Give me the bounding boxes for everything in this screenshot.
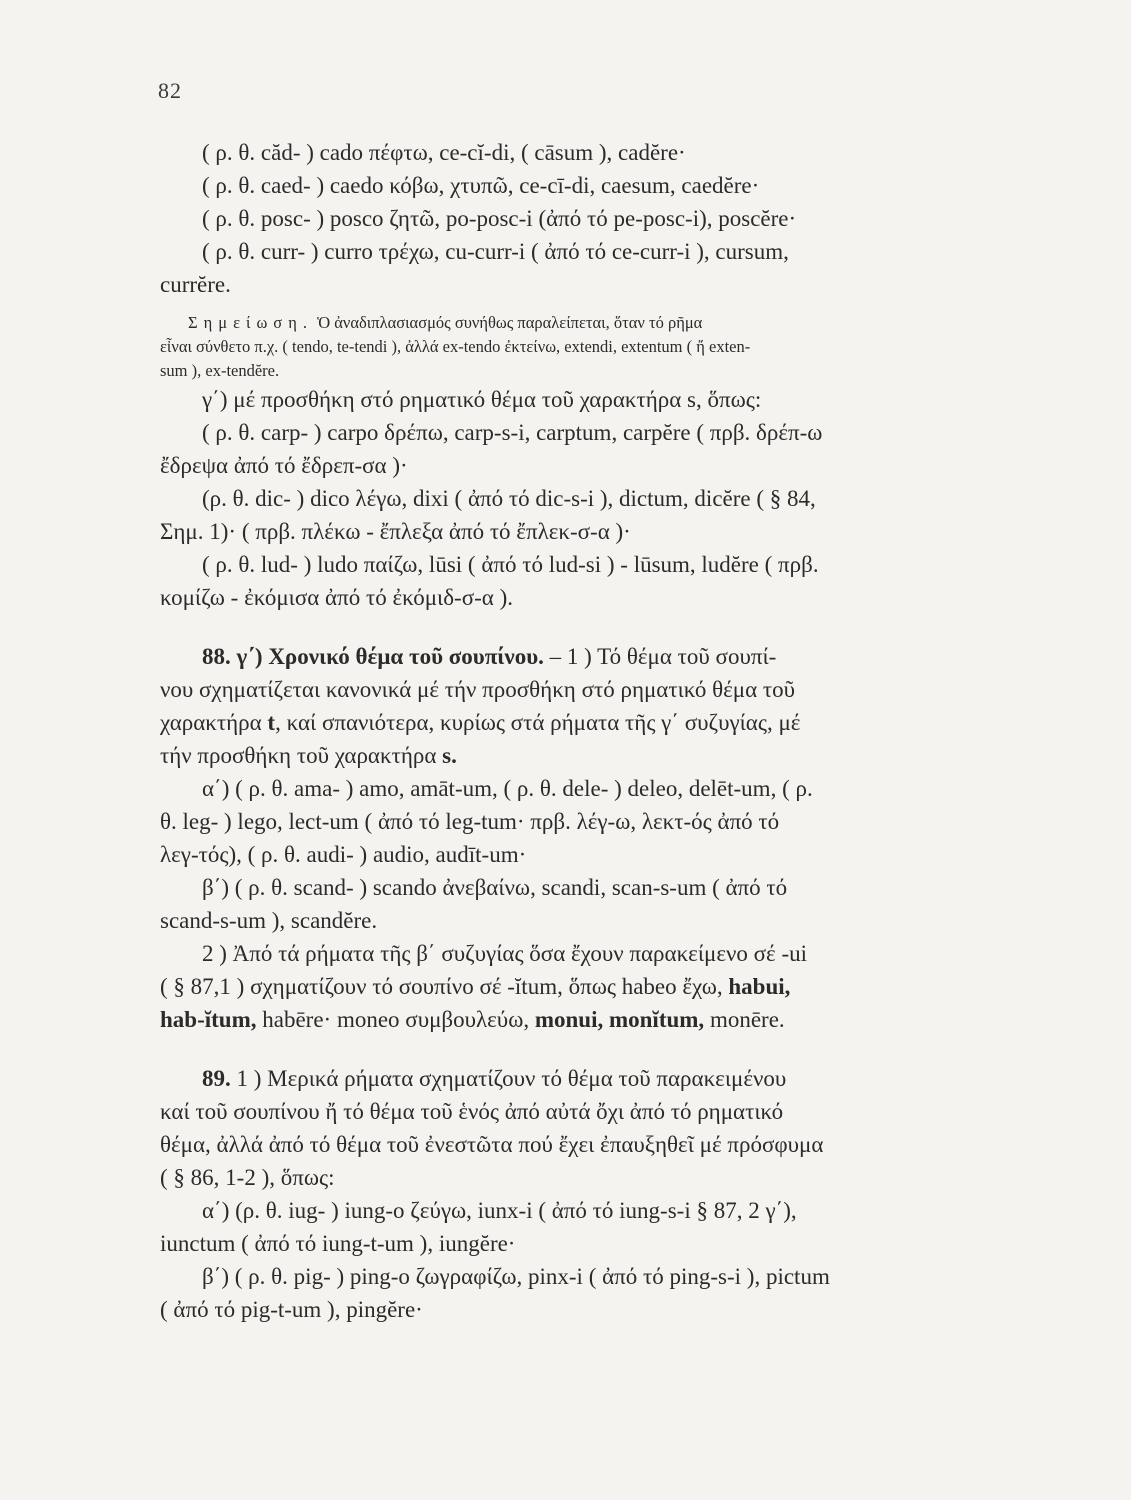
section-number: 88.	[202, 644, 231, 669]
section-89-heading	[160, 1062, 1055, 1095]
section-88-heading	[160, 640, 1055, 673]
note-line: sum ), ex-tendĕre.	[160, 361, 280, 380]
text-span: , καί σπανιότερα, κυρίως στά ρήματα τῆς γ΄ συζυγίας, μέ	[275, 710, 801, 735]
text-line	[160, 970, 1055, 1003]
bold-term: hab-ĭtum,	[160, 1007, 257, 1032]
text-line: θέμα, ἀλλά ἀπό τό θέμα τοῦ ἐνεστῶτα πού ἔχει ἐπαυξηθεῖ μέ πρόσφυμα	[160, 1132, 824, 1157]
note-label: Σημείωση.	[188, 313, 313, 332]
text-line: ( ρ. θ. caed- ) caedo κόβω, χτυπῶ, ce-cī-di, caesum, caedĕre·	[202, 173, 760, 198]
text-line: κομίζω - ἐκόμισα ἀπό τό ἐκόμιδ-σ-α ).	[160, 585, 513, 610]
text-line	[160, 739, 1055, 772]
text-span: ( § 87,1 ) σχηματίζουν τό σουπίνο σέ -ĭtum, ὅπως habeo ἔχω,	[160, 974, 729, 999]
text-span: monēre.	[704, 1007, 785, 1032]
text-line: α΄) ( ρ. θ. ama- ) amo, amāt-um, ( ρ. θ. dele- ) deleo, delēt-um, ( ρ.	[202, 776, 813, 801]
text-line	[160, 1003, 1055, 1036]
text-line: Σημ. 1)· ( πρβ. πλέκω - ἔπλεξα ἀπό τό ἔπλεκ-σ-α )·	[160, 519, 631, 544]
text-line: α΄) (ρ. θ. iug- ) iung-o ζεύγω, iunx-i ( ἀπό τό iung-s-i § 87, 2 γ΄),	[202, 1198, 797, 1223]
section-text: 1 ) Μερικά ρήματα σχηματίζουν τό θέμα τοῦ παρακειμένου	[230, 1066, 787, 1091]
text-line: λεγ-τός), ( ρ. θ. audi- ) audio, audīt-um·	[160, 842, 527, 867]
text-span: habēre· moneo συμβουλεύω,	[256, 1007, 535, 1032]
note-text: Ὁ ἀναδιπλασιασμός συνήθως παραλείπεται, ὅταν τό ρῆμα	[317, 313, 703, 332]
bold-term: habui,	[728, 974, 791, 999]
text-span: τήν προσθήκη τοῦ χαρακτήρα	[160, 743, 443, 768]
text-span: χαρακτήρα	[160, 710, 268, 735]
text-line: β΄) ( ρ. θ. scand- ) scando ἀνεβαίνω, scandi, scan-s-um ( ἀπό τό	[202, 875, 788, 900]
text-line: currĕre.	[160, 272, 231, 297]
section-title: γ΄) Χρονικό θέμα τοῦ σουπίνου.	[236, 644, 544, 669]
text-line: ( ρ. θ. posc- ) posco ζητῶ, po-posc-i (ἀπό τό pe-posc-i), poscĕre·	[202, 206, 797, 231]
section-text: – 1 ) Τό θέμα τοῦ σουπί-	[543, 644, 777, 669]
text-line: γ΄) μέ προσθήκη στό ρηματικό θέμα τοῦ χαρακτήρα s, ὅπως:	[202, 387, 762, 412]
text-line: scand-s-um ), scandĕre.	[160, 908, 378, 933]
text-line: νου σχηματίζεται κανονικά μέ τήν προσθήκη στό ρηματικό θέμα τοῦ	[160, 677, 796, 702]
text-line: ( ρ. θ. curr- ) curro τρέχω, cu-curr-i ( ἀπό τό ce-curr-i ), cursum,	[202, 239, 789, 264]
text-line: ( ρ. θ. carp- ) carpo δρέπω, carp-s-i, carptum, carpĕre ( πρβ. δρέπ-ω	[202, 420, 823, 445]
note-line	[160, 311, 1055, 335]
text-line: ( § 86, 1-2 ), ὅπως:	[160, 1165, 335, 1190]
note-line: εἶναι σύνθετο π.χ. ( tendo, te-tendi ), ἀλλά ex-tendo ἐκτείνω, extendi, extentum ( ἤ exten-	[160, 337, 751, 356]
text-line: ἔδρεψα ἀπό τό ἔδρεπ-σα )·	[160, 453, 408, 478]
text-line: β΄) ( ρ. θ. pig- ) ping-o ζωγραφίζω, pinx-i ( ἀπό τό ping-s-i ), pictum	[202, 1264, 830, 1289]
text-line: (ρ. θ. dic- ) dico λέγω, dixi ( ἀπό τό dic-s-i ), dictum, dicĕre ( § 84,	[202, 486, 816, 511]
text-line: ( ρ. θ. căd- ) cado πέφτω, ce-cĭ-di, ( cāsum ), cadĕre·	[202, 140, 686, 165]
text-line: καί τοῦ σουπίνου ἤ τό θέμα τοῦ ἑνός ἀπό αὐτά ὄχι ἀπό τό ρηματικό	[160, 1099, 784, 1124]
page-number: 82	[158, 78, 182, 103]
text-line: ( ρ. θ. lud- ) ludo παίζω, lūsi ( ἀπό τό lud-si ) - lūsum, ludĕre ( πρβ.	[202, 552, 819, 577]
text-line: ( ἀπό τό pig-t-um ), pingĕre·	[160, 1297, 423, 1322]
bold-term: monui, monĭtum,	[534, 1007, 705, 1032]
section-number: 89.	[202, 1066, 231, 1091]
text-line: θ. leg- ) lego, lect-um ( ἀπό τό leg-tum· πρβ. λέγ-ω, λεκτ-ός ἀπό τό	[160, 809, 780, 834]
text-line: iunctum ( ἀπό τό iung-t-um ), iungĕre·	[160, 1231, 516, 1256]
text-line	[160, 706, 1055, 739]
text-line: 2 ) Ἀπό τά ρήματα τῆς β΄ συζυγίας ὅσα ἔχουν παρακείμενο σέ -ui	[202, 941, 808, 966]
body-text	[160, 136, 1055, 1326]
bold-term: t	[267, 710, 276, 735]
bold-term: s.	[442, 743, 457, 768]
